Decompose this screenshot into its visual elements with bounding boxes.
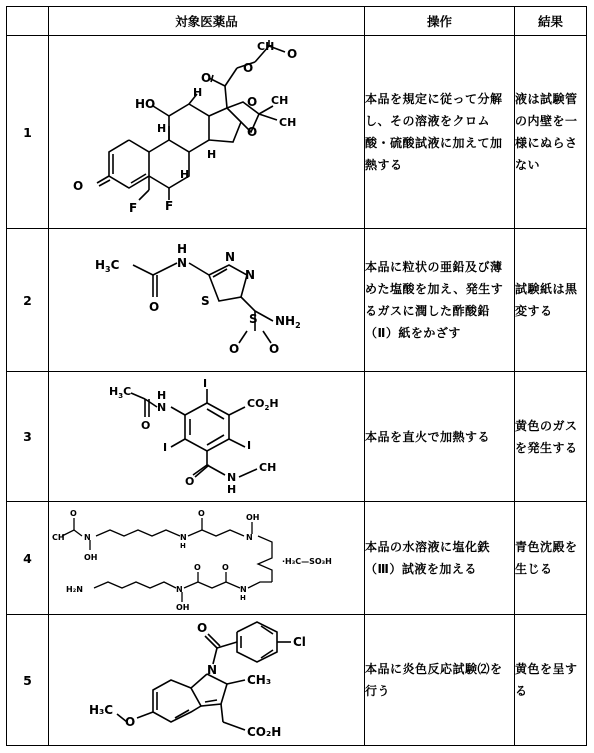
h3c-label: H₃C bbox=[88, 703, 113, 717]
n-label: N bbox=[179, 532, 187, 542]
h3c-label: $H_3C$ bbox=[108, 384, 131, 400]
ho-label: HO bbox=[134, 96, 155, 111]
n-label: N bbox=[156, 400, 166, 414]
oh-label: OH bbox=[83, 552, 97, 562]
indomethacin-icon bbox=[77, 618, 337, 742]
o-label: O bbox=[246, 124, 257, 139]
n-label: N bbox=[245, 532, 253, 542]
n-label: N bbox=[206, 663, 217, 677]
i-label: I bbox=[202, 376, 207, 390]
row-number: 2 bbox=[7, 229, 49, 372]
o-label: O bbox=[197, 508, 205, 518]
structure-cell bbox=[49, 615, 365, 746]
o-label: O bbox=[140, 418, 150, 432]
cl-label: Cl bbox=[292, 635, 306, 649]
table-row bbox=[7, 502, 587, 615]
ch3-label: CH bbox=[258, 460, 276, 474]
header-blank bbox=[7, 7, 49, 36]
co2h-label: $CO_2H$ bbox=[246, 396, 279, 412]
test-table bbox=[6, 6, 587, 746]
oh-label: OH bbox=[245, 512, 259, 522]
result-cell: 黄色を呈する bbox=[515, 615, 587, 746]
o-label: O bbox=[268, 342, 279, 356]
result-cell: 試験紙は黒変する bbox=[515, 229, 587, 372]
o-label: O bbox=[286, 46, 297, 61]
co2h-label: CO₂H bbox=[246, 725, 281, 739]
structure-cell bbox=[49, 229, 365, 372]
o-label: O bbox=[228, 342, 239, 356]
h-label: H bbox=[156, 121, 166, 135]
structure-cell bbox=[49, 372, 365, 502]
operation-cell: 本品を直火で加熱する bbox=[365, 372, 515, 502]
iodinated-benzoic-acid-icon bbox=[97, 377, 317, 497]
table-row bbox=[7, 229, 587, 372]
o-label: O bbox=[196, 621, 207, 635]
result-cell: 液は試験管の内壁を一様にぬらさない bbox=[515, 36, 587, 229]
header-operation: 操作 bbox=[365, 7, 515, 36]
ch3-label: CH bbox=[51, 532, 65, 542]
row-number: 4 bbox=[7, 502, 49, 615]
n-label: N bbox=[239, 584, 247, 594]
f-label: F bbox=[164, 198, 173, 213]
row-number: 3 bbox=[7, 372, 49, 502]
o-label: O bbox=[72, 178, 83, 193]
nh2-label: $NH_2$ bbox=[274, 314, 301, 330]
acetazolamide-icon bbox=[77, 235, 337, 365]
n-label: N bbox=[224, 250, 235, 264]
o-label: O bbox=[148, 300, 159, 314]
f-label: F bbox=[128, 200, 137, 215]
oh-label: OH bbox=[175, 602, 189, 611]
table-row bbox=[7, 372, 587, 502]
mesylate-label: ·H₃C—SO₃H bbox=[281, 556, 332, 566]
h-label: H bbox=[176, 242, 187, 256]
result-cell: 黄色のガスを発生する bbox=[515, 372, 587, 502]
h-label: H bbox=[239, 593, 246, 602]
n-label: N bbox=[176, 256, 187, 270]
steroid-acetonide-icon bbox=[57, 40, 357, 225]
n-label: N bbox=[83, 532, 91, 542]
o-label: O bbox=[69, 508, 77, 518]
n-label: N bbox=[244, 268, 255, 282]
structure-cell bbox=[49, 36, 365, 229]
operation-cell: 本品の水溶液に塩化鉄（Ⅲ）試液を加える bbox=[365, 502, 515, 615]
o-label: O bbox=[124, 715, 135, 729]
result-cell: 青色沈殿を生じる bbox=[515, 502, 587, 615]
n-label: N bbox=[175, 584, 183, 594]
s-label: S bbox=[248, 312, 258, 326]
header-row bbox=[7, 7, 587, 36]
ch3-label: CH bbox=[278, 115, 296, 129]
h-label: H bbox=[192, 85, 202, 99]
h-label: H bbox=[179, 541, 186, 550]
h3c-label: $H_3C$ bbox=[94, 258, 119, 274]
n-label: N bbox=[226, 470, 236, 484]
operation-cell: 本品を規定に従って分解し、その溶液をクロム酸・硫酸試液に加えて加熱する bbox=[365, 36, 515, 229]
row-number: 5 bbox=[7, 615, 49, 746]
ch3-label: CH bbox=[270, 93, 288, 107]
structure-cell bbox=[49, 502, 365, 615]
operation-cell: 本品に粒状の亜鉛及び薄めた塩酸を加え、発生するガスに潤した酢酸鉛（Ⅱ）紙をかざす bbox=[365, 229, 515, 372]
i-label: I bbox=[246, 438, 251, 452]
operation-cell: 本品に炎色反応試験⑵を行う bbox=[365, 615, 515, 746]
deferoxamine-mesylate-icon bbox=[52, 506, 362, 611]
o-label: O bbox=[221, 562, 229, 572]
header-drug: 対象医薬品 bbox=[49, 7, 365, 36]
o-label: O bbox=[242, 60, 253, 75]
o-label: O bbox=[193, 562, 201, 572]
h-label: H bbox=[206, 147, 216, 161]
h-label: H bbox=[156, 388, 166, 402]
ch3-label: CH₃ bbox=[246, 673, 271, 687]
row-number: 1 bbox=[7, 36, 49, 229]
table-row bbox=[7, 36, 587, 229]
s-label: S bbox=[200, 294, 210, 308]
ch3-label: CH bbox=[256, 39, 274, 53]
h-label: H bbox=[179, 167, 189, 181]
header-result: 結果 bbox=[515, 7, 587, 36]
table-row bbox=[7, 615, 587, 746]
o-label: O bbox=[246, 94, 257, 109]
h2n-label: H₂N bbox=[65, 584, 83, 594]
h-label: H bbox=[226, 482, 236, 496]
i-label: I bbox=[162, 440, 167, 454]
o-label: O bbox=[200, 70, 211, 85]
o-label: O bbox=[184, 474, 194, 488]
